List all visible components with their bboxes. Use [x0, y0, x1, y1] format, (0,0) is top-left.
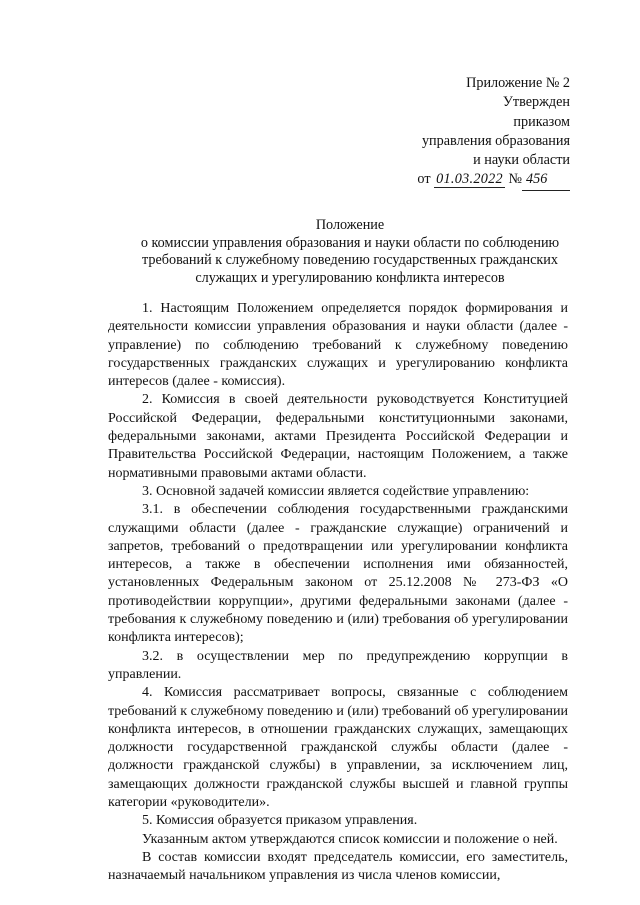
- paragraph-3-1: 3.1. в обеспечении соблюдения государственными гражданскими служащими области (далее - гражданские служащие) ограничений и запретов, требований о предотвращении или урегулировании конфликта интересов, а также в обеспечении исполнения ими обязанностей, установленных Федеральным законом от 25.12.2008 № 273-ФЗ «О противодействии коррупции», другими федеральными законами (далее - требования к служебному поведению и (или) требования об урегулировании конфликта интересов);: [108, 502, 568, 646]
- paragraph-5: 5. Комиссия образуется приказом управления.: [142, 813, 418, 829]
- date-prefix: от: [417, 171, 431, 188]
- approval-header: [330, 74, 570, 191]
- number-prefix: №: [508, 171, 522, 188]
- paragraph-3: 3. Основной задачей комиссии является содействие управлению:: [142, 483, 530, 499]
- paragraph-composition: В состав комиссии входят председатель комиссии, его заместитель, назначаемый начальником управления из числа членов комиссии,: [108, 849, 568, 884]
- appendix-label: Приложение № 2: [466, 75, 570, 91]
- paragraph-5-note: Указанным актом утверждаются список комиссии и положение о ней.: [142, 831, 558, 847]
- approved-label: Утвержден: [502, 94, 570, 111]
- paragraph-4: 4. Комиссия рассматривает вопросы, связанные с соблюдением требований к служебному поведению и (или) требований об урегулировании конфликта интересов, в отношении гражданских служащих, замещающих должности государственной гражданской службы области (далее - должности гражданской службы) в управлении, за исключением лиц, замещающих должности гражданской службы высшей и главной группы категории «руководители».: [108, 685, 568, 811]
- department-region-label: и науки области: [473, 152, 570, 169]
- title-line-4: служащих и урегулированию конфликта интересов: [195, 269, 505, 286]
- paragraph-2: 2. Комиссия в своей деятельности руководствуется Конституцией Российской Федерации, федеральными конституционными законами, федеральными законами, актами Президента Российской Федерации и Правительства Российской Федерации, настоящим Положением, а также нормативными правовыми актами области.: [108, 392, 568, 481]
- order-label: приказом: [513, 113, 570, 130]
- document-body: [108, 300, 568, 886]
- paragraph-3-2: 3.2. в осуществлении мер по предупреждению коррупции в управлении.: [108, 648, 568, 682]
- title-line-1: Положение: [315, 217, 385, 233]
- paragraph-1: 1. Настоящим Положением определяется порядок формирования и деятельности комиссии управления образования и науки области (далее - управление) по соблюдению требований к служебному поведению государственных гражданских служащих и урегулированию конфликта интересов (далее - комиссия).: [108, 301, 568, 390]
- title-line-3: требований к служебному поведению государственных гражданских: [142, 252, 558, 269]
- document-title: [90, 217, 610, 287]
- handwritten-number: 456: [522, 170, 570, 190]
- order-date-line: [330, 170, 570, 190]
- title-line-2: о комиссии управления образования и науки области по соблюдению: [140, 234, 560, 251]
- department-label: управления образования: [421, 132, 570, 149]
- handwritten-date: 01.03.2022: [436, 171, 503, 188]
